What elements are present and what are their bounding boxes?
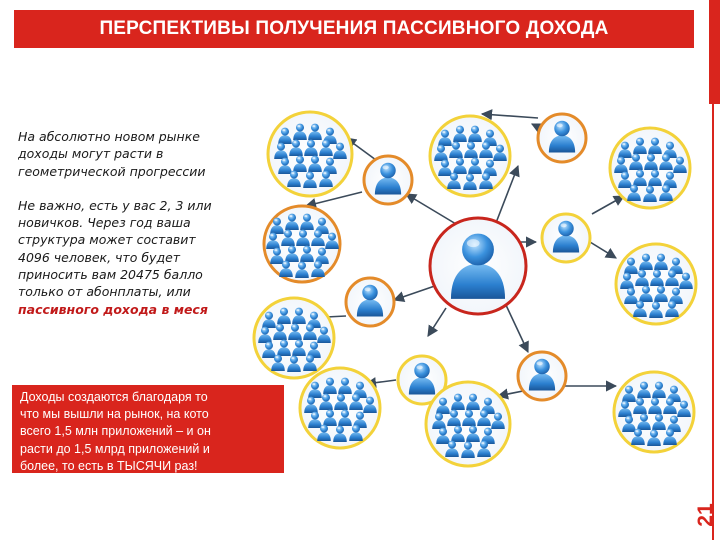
group-node (614, 372, 694, 452)
small-node (346, 278, 394, 326)
small-node (364, 156, 412, 204)
callout-line: что мы вышли на рынок, на кото (20, 407, 209, 422)
arrow (590, 242, 616, 258)
network-diagram (236, 90, 706, 530)
small-node (518, 352, 566, 400)
text-line: новичков. Через год ваша (18, 215, 191, 231)
arrow (482, 114, 538, 118)
title-bar (14, 10, 694, 48)
text-line: только от абонплаты, или (18, 284, 191, 300)
group-node (610, 128, 690, 208)
text-line: На абсолютно новом рынке (18, 129, 200, 144)
text-line: структура может составит (18, 232, 196, 248)
slide-title: ПЕРСПЕКТИВЫ ПОЛУЧЕНИЯ ПАССИВНОГО ДОХОДА (99, 18, 609, 39)
page-number: 21 (694, 503, 717, 527)
main-text (18, 128, 240, 346)
side-accent-line (712, 104, 714, 540)
group-node (616, 244, 696, 324)
center-node (430, 218, 526, 314)
group-node (430, 116, 510, 196)
callout-line: расти до 1,5 млрд приложений и (20, 441, 210, 456)
group-node (268, 112, 352, 196)
arrow (428, 308, 446, 336)
highlight-line: пассивного дохода в меся (18, 301, 208, 317)
text-line: Не важно, есть у вас 2, 3 или (18, 197, 212, 213)
arrow (532, 124, 536, 126)
group-node (300, 368, 380, 448)
small-node (542, 214, 590, 262)
text-line: 4096 человек, что будет (18, 249, 181, 265)
callout-line: Доходы создаются благодаря то (20, 390, 208, 404)
group-node (254, 298, 334, 378)
callout-line: всего 1,5 млн приложений – и он (20, 424, 211, 439)
arrow (592, 196, 624, 214)
group-node (426, 382, 510, 466)
text-line: геометрической прогрессии (18, 163, 206, 179)
text-line: доходы могут расти в (18, 146, 164, 162)
callout-text (20, 389, 250, 473)
group-node (264, 206, 340, 282)
text-line: приносить вам 20475 балло (18, 267, 203, 283)
callout-line: более, то есть в ТЫСЯЧИ раз! (20, 458, 198, 473)
side-accent-strip (709, 0, 720, 104)
small-node (538, 114, 586, 162)
